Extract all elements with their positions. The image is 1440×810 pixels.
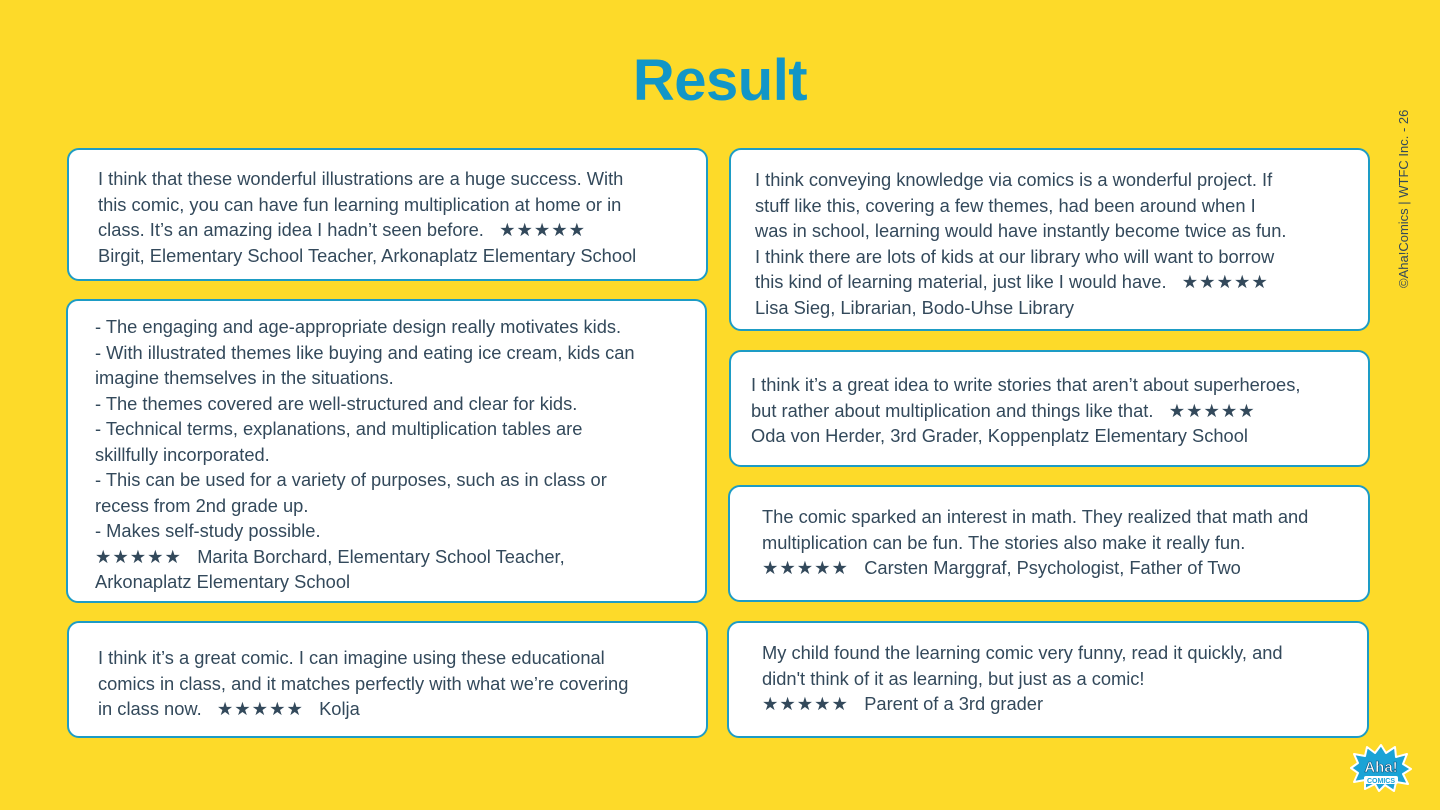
review-card — [728, 485, 1370, 602]
aha-comics-logo — [1350, 744, 1412, 792]
star-rating: ★★★★★ — [499, 219, 587, 240]
page-title: Result — [632, 48, 808, 113]
logo-wordmark: Aha! — [1364, 759, 1398, 776]
star-rating: ★★★★★ — [95, 545, 182, 567]
review-text: I think it’s a great comic. I can imagine using these educational comics in class, and it matches perfectly with what we’re covering in class now. ★★★★★ Kolja — [98, 647, 629, 719]
copyright-text: ©Aha!Comics | WTFC Inc. - 26 — [1396, 109, 1411, 288]
star-rating: ★★★★★ — [762, 693, 849, 714]
review-text: I think it’s a great idea to write stories that aren’t about superheroes, but rather about multiplication and things like that. ★★★★★ — [751, 374, 1301, 421]
review-card — [67, 148, 708, 281]
review-author: Birgit, Elementary School Teacher, Arkonaplatz Elementary School — [98, 244, 637, 266]
review-author: Oda von Herder, 3rd Grader, Koppenplatz Elementary School — [751, 425, 1248, 446]
review-text: I think that these wonderful illustrations are a huge success. With this comic, you can have fun learning multiplication at home or in class. It’s an amazing idea I hadn’t seen before. ★★★★★ — [98, 168, 624, 240]
review-author: ★★★★★ Carsten Marggraf, Psychologist, Father of Two — [762, 557, 1241, 578]
review-card — [729, 148, 1370, 331]
review-card — [67, 621, 708, 738]
review-card — [727, 621, 1369, 738]
review-author: Lisa Sieg, Librarian, Bodo-Uhse Library — [755, 296, 1075, 318]
star-rating: ★★★★★ — [1168, 399, 1256, 421]
star-rating: ★★★★★ — [216, 698, 304, 719]
review-text: I think conveying knowledge via comics is a wonderful project. If stuff like this, covering a few themes, had been around when I was in school, learning would have instantly become twice as fun. I think there are lots of kids at our library who will want to borrow this kind of learning material, just like I would have. ★★★★★ — [755, 169, 1287, 292]
review-author: Kolja — [319, 698, 360, 719]
logo-burst-icon — [1350, 744, 1412, 792]
review-author: ★★★★★ Parent of a 3rd grader — [762, 693, 1044, 714]
copyright-note — [1394, 58, 1414, 288]
star-rating: ★★★★★ — [762, 557, 849, 578]
review-card — [729, 350, 1370, 467]
star-rating: ★★★★★ — [1181, 271, 1269, 292]
review-text: - The engaging and age-appropriate design really motivates kids. - With illustrated themes like buying and eating ice cream, kids can imagine themselves in the situations. - The themes covered are well-structured and clear for kids. - Technical terms, explanations, and multiplication tables are skillfully incorporated. - This can be used for a variety of purposes, such as in class or recess from 2nd grade up. - Makes self-study possible. — [95, 316, 635, 541]
review-author: ★★★★★ Marita Borchard, Elementary School Teacher, Arkonaplatz Elementary School — [95, 545, 565, 592]
review-text: The comic sparked an interest in math. They realized that math and multiplication can be fun. The stories also make it really fun. — [762, 506, 1309, 553]
logo-subtitle: COMICS — [1367, 778, 1395, 785]
review-card — [66, 299, 707, 603]
review-text: My child found the learning comic very funny, read it quickly, and didn't think of it as learning, but just as a comic! — [762, 642, 1283, 689]
